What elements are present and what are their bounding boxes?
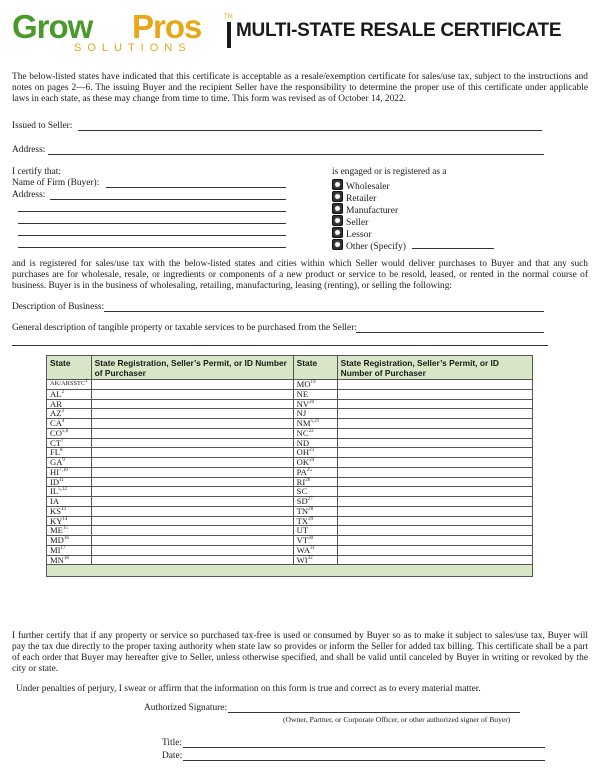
registration-number-cell[interactable] bbox=[91, 409, 293, 419]
state-code: KS bbox=[50, 505, 61, 516]
registration-number-cell[interactable] bbox=[91, 516, 293, 526]
state-cell bbox=[47, 555, 92, 565]
state-code: NJ bbox=[296, 408, 307, 419]
footnote-ref: 1 bbox=[85, 378, 88, 384]
table-footer-cell bbox=[47, 565, 533, 577]
state-cell bbox=[293, 555, 337, 565]
footnote-ref: 19 bbox=[310, 380, 316, 386]
state-code: HI bbox=[50, 466, 60, 477]
checkbox-icon[interactable] bbox=[332, 239, 343, 250]
registration-number-cell[interactable] bbox=[91, 399, 293, 409]
registration-number-cell[interactable] bbox=[91, 458, 293, 468]
registration-number-cell[interactable] bbox=[91, 477, 293, 487]
property-description-line-2[interactable] bbox=[12, 345, 548, 346]
date-field[interactable] bbox=[183, 760, 545, 761]
firm-name-field[interactable] bbox=[106, 187, 286, 188]
buyer-address-line-5[interactable] bbox=[18, 247, 286, 248]
table-footer-row bbox=[47, 565, 533, 577]
footnote-ref: 28 bbox=[308, 506, 314, 512]
title-label: Title: bbox=[162, 738, 182, 748]
state-code: AK/ARSSTC bbox=[50, 380, 86, 387]
logo-tagline: SOLUTIONS bbox=[74, 42, 192, 54]
state-code: OK bbox=[296, 457, 310, 467]
registration-number-cell[interactable] bbox=[337, 458, 532, 468]
footnote-ref: 11 bbox=[59, 477, 64, 483]
footnote-ref: 23 bbox=[309, 448, 315, 454]
page-title: MULTI-STATE RESALE CERTIFICATE bbox=[236, 20, 562, 41]
certify-paragraph: I further certify that if any property or service so purchased tax-free is used or consumed by Buyer so as to make it subject to sales/use tax, Buyer will pay the tax due directly to the proper taxing authority when state law so provides or inform the Seller for added tax billing. This certificate shall be a part of each order that Buyer may hereafter give to Seller, unless otherwise specified, and shall be valid until canceled by Buyer in writing or revoked by the city or state. bbox=[12, 631, 588, 674]
footnote-ref: 31 bbox=[310, 545, 316, 551]
buyer-address-line-2[interactable] bbox=[18, 211, 286, 212]
checkbox-icon[interactable] bbox=[332, 203, 343, 214]
registration-number-cell[interactable] bbox=[337, 428, 532, 438]
registration-number-cell[interactable] bbox=[337, 506, 532, 516]
state-code: SC bbox=[296, 486, 308, 497]
table-row bbox=[47, 487, 533, 497]
property-description-label: General description of tangible property or taxable services to be purchased from the Seller: bbox=[12, 323, 357, 333]
table-header-row bbox=[47, 356, 533, 380]
buyer-address-line-4[interactable] bbox=[18, 235, 286, 236]
state-code: RI bbox=[296, 476, 306, 487]
logo-trademark: TM bbox=[224, 14, 233, 20]
footnote-ref: 20 bbox=[309, 399, 315, 405]
state-code: MD bbox=[50, 535, 64, 545]
registration-number-cell[interactable] bbox=[91, 438, 293, 448]
state-code: OH bbox=[296, 447, 310, 458]
state-code: AR bbox=[50, 398, 62, 409]
buyer-address-label: Address: bbox=[12, 190, 46, 200]
registration-number-cell[interactable] bbox=[337, 438, 532, 448]
footnote-ref: 22 bbox=[308, 428, 314, 434]
registration-number-cell[interactable] bbox=[337, 536, 532, 546]
state-code: ME bbox=[50, 525, 63, 536]
footnote-ref: 17 bbox=[60, 545, 66, 551]
state-code: NE bbox=[296, 388, 309, 399]
state-code: NC bbox=[296, 427, 309, 438]
registration-number-cell[interactable] bbox=[337, 399, 532, 409]
state-code: WI bbox=[296, 554, 308, 565]
table-row bbox=[47, 380, 533, 390]
registration-number-cell[interactable] bbox=[91, 526, 293, 536]
footnote-ref: 9 bbox=[62, 458, 65, 464]
registration-number-cell[interactable] bbox=[91, 536, 293, 546]
i-certify-label: I certify that: bbox=[12, 167, 61, 177]
state-registration-table bbox=[46, 355, 533, 577]
footnote-ref: 32 bbox=[307, 555, 313, 561]
checkbox-icon[interactable] bbox=[332, 227, 343, 238]
footnote-ref: 27 bbox=[307, 497, 313, 503]
state-code: TN bbox=[296, 505, 309, 516]
registration-number-cell[interactable] bbox=[91, 497, 293, 507]
issued-to-seller-field[interactable] bbox=[78, 130, 542, 131]
checkbox-icon[interactable] bbox=[332, 191, 343, 202]
state-code: IA bbox=[50, 496, 60, 506]
table-row bbox=[47, 477, 533, 487]
state-code: ND bbox=[296, 437, 310, 448]
table-row bbox=[47, 389, 533, 399]
footnote-ref: 7,10 bbox=[59, 467, 68, 473]
registration-number-cell[interactable] bbox=[337, 380, 532, 390]
table-row bbox=[47, 458, 533, 468]
option-lessor[interactable]: Lessor bbox=[332, 227, 372, 241]
footnote-ref: 26 bbox=[305, 477, 311, 483]
registration-number-cell[interactable] bbox=[91, 448, 293, 458]
state-code: CT bbox=[50, 437, 61, 448]
table-row bbox=[47, 467, 533, 477]
table-row bbox=[47, 555, 533, 565]
state-code: AL bbox=[50, 388, 62, 399]
state-code: MI bbox=[50, 544, 61, 555]
footnote-ref: 5,21 bbox=[310, 419, 320, 425]
column-header-registration: State Registration, Seller’s Permit, or ID Number of Purchaser bbox=[91, 356, 293, 380]
checkbox-icon[interactable] bbox=[332, 179, 343, 190]
state-code: GA bbox=[50, 457, 63, 467]
column-header-state-2: State bbox=[293, 356, 337, 380]
state-code: CO bbox=[50, 427, 62, 438]
business-description-field[interactable] bbox=[104, 311, 544, 312]
registration-number-cell[interactable] bbox=[337, 545, 532, 555]
state-code: IL bbox=[50, 486, 59, 497]
registration-number-cell[interactable] bbox=[91, 419, 293, 429]
checkbox-icon[interactable] bbox=[332, 215, 343, 226]
state-code: TX bbox=[296, 515, 309, 526]
state-code: WA bbox=[296, 544, 311, 555]
state-code: CA bbox=[50, 418, 62, 428]
signature-note: (Owner, Partner, or Corporate Officer, or other authorized signer of Buyer) bbox=[283, 715, 511, 724]
seller-address-field[interactable] bbox=[48, 154, 544, 155]
state-code: NM bbox=[296, 418, 311, 428]
registration-number-cell[interactable] bbox=[337, 467, 532, 477]
engaged-label: is engaged or is registered as a bbox=[332, 167, 447, 177]
footnote-ref: 30 bbox=[308, 536, 314, 542]
seller-address-label: Address: bbox=[12, 145, 46, 155]
company-logo bbox=[12, 8, 233, 56]
state-code: VT bbox=[296, 535, 309, 545]
footnote-ref: 3 bbox=[61, 409, 64, 415]
table-row bbox=[47, 516, 533, 526]
footnote-ref: 29 bbox=[308, 516, 314, 522]
title-divider bbox=[227, 22, 231, 48]
table-row bbox=[47, 409, 533, 419]
table-row bbox=[47, 448, 533, 458]
registration-number-cell[interactable] bbox=[337, 526, 532, 536]
registration-number-cell[interactable] bbox=[337, 487, 532, 497]
state-code: MN bbox=[50, 554, 64, 565]
registration-number-cell[interactable] bbox=[337, 389, 532, 399]
table-row bbox=[47, 536, 533, 546]
footnote-ref: 7 bbox=[60, 438, 64, 444]
registration-number-cell[interactable] bbox=[337, 448, 532, 458]
state-code: FL bbox=[50, 447, 61, 458]
table-row bbox=[47, 428, 533, 438]
signature-field[interactable] bbox=[228, 712, 520, 713]
footnote-ref: 16 bbox=[63, 536, 69, 542]
option-seller[interactable]: Seller bbox=[332, 215, 368, 229]
table-row bbox=[47, 526, 533, 536]
footnote-ref: 24 bbox=[309, 458, 315, 464]
state-code: KY bbox=[50, 515, 63, 526]
signature-label: Authorized Signature: bbox=[144, 703, 228, 713]
state-code: PA bbox=[296, 466, 307, 477]
title-field[interactable] bbox=[183, 747, 545, 748]
registered-paragraph: and is registered for sales/use tax with the below-listed states and cities within which Seller would deliver purchases to Buyer and that any such purchases are for wholesale, resale, or ingredients or components of a new product or service to be resold, leased, or rented in the normal course of business. Buyer is in the business of wholesaling, retailing, manufacturing, leasing (renting), or selling the following: bbox=[12, 259, 588, 291]
table-row bbox=[47, 399, 533, 409]
firm-name-label: Name of Firm (Buyer): bbox=[12, 178, 100, 188]
perjury-statement: Under penalties of perjury, I swear or affirm that the information on this form is true and correct as to every material matter. bbox=[16, 684, 481, 694]
footnote-ref: 2 bbox=[61, 389, 64, 395]
footnote-ref: 15 bbox=[62, 526, 68, 532]
registration-number-cell[interactable] bbox=[91, 487, 293, 497]
footnote-ref: 4 bbox=[61, 419, 65, 425]
table-row bbox=[47, 419, 533, 429]
logo-word-grow: Grow bbox=[12, 8, 93, 45]
registration-number-cell[interactable] bbox=[91, 506, 293, 516]
registration-number-cell[interactable] bbox=[91, 380, 293, 390]
registration-number-cell[interactable] bbox=[337, 516, 532, 526]
registration-number-cell[interactable] bbox=[91, 389, 293, 399]
issued-to-seller-label: Issued to Seller: bbox=[12, 121, 73, 131]
footnote-ref: 14 bbox=[62, 516, 68, 522]
option-manufacturer[interactable]: Manufacturer bbox=[332, 203, 398, 217]
table-row bbox=[47, 438, 533, 448]
registration-number-cell[interactable] bbox=[91, 467, 293, 477]
state-code: UT bbox=[296, 525, 309, 536]
column-header-registration-2: State Registration, Seller’s Permit, or ID Number of Purchaser bbox=[337, 356, 532, 380]
buyer-address-field[interactable] bbox=[50, 199, 286, 200]
state-code: NV bbox=[296, 398, 310, 409]
other-specify-field[interactable] bbox=[412, 248, 494, 249]
table-row bbox=[47, 506, 533, 516]
business-description-label: Description of Business: bbox=[12, 302, 105, 312]
footnote-ref: 13 bbox=[61, 506, 66, 512]
registration-number-cell[interactable] bbox=[337, 419, 532, 429]
state-code: MO bbox=[296, 379, 311, 389]
registration-number-cell[interactable] bbox=[91, 545, 293, 555]
table-row bbox=[47, 545, 533, 555]
footnote-ref: 5,12 bbox=[58, 487, 67, 493]
option-retailer[interactable]: Retailer bbox=[332, 191, 376, 205]
column-header-state: State bbox=[47, 356, 92, 380]
property-description-field[interactable] bbox=[356, 332, 544, 333]
registration-number-cell[interactable] bbox=[337, 497, 532, 507]
footnote-ref: 8 bbox=[60, 448, 63, 454]
footnote-ref: 5,6 bbox=[61, 428, 69, 434]
date-label: Date: bbox=[162, 751, 183, 761]
state-code: AZ bbox=[50, 408, 62, 419]
option-wholesaler[interactable]: Wholesaler bbox=[332, 179, 390, 193]
footnote-ref: 25 bbox=[306, 467, 312, 473]
state-code: ID bbox=[50, 476, 60, 487]
logo-word-pros: Pros bbox=[132, 8, 202, 45]
registration-number-cell[interactable] bbox=[337, 555, 532, 565]
registration-number-cell[interactable] bbox=[91, 428, 293, 438]
intro-paragraph: The below-listed states have indicated that this certificate is acceptable as a resale/exemption certificate for sales/use tax, subject to the instructions and notes on pages 2—6. The issuing Buyer and the recipient Seller have the responsibility to determine the proper use of this certificate under applicable laws in each state, as these may change from time to time. This form was revised as of October 14, 2022. bbox=[12, 72, 588, 104]
buyer-address-line-3[interactable] bbox=[18, 223, 286, 224]
registration-number-cell[interactable] bbox=[337, 409, 532, 419]
registration-number-cell[interactable] bbox=[91, 555, 293, 565]
registration-number-cell[interactable] bbox=[337, 477, 532, 487]
option-other[interactable]: Other (Specify) bbox=[332, 239, 406, 253]
state-code: SD bbox=[296, 496, 308, 506]
footnote-ref: 18 bbox=[63, 555, 69, 561]
table-row bbox=[47, 497, 533, 507]
